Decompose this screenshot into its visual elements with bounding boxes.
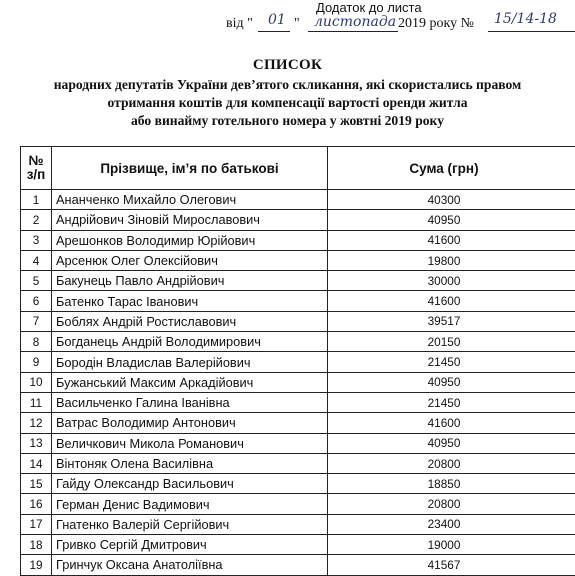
row-name: Арсенюк Олег Олексійович — [52, 250, 328, 270]
row-number: 1 — [21, 190, 52, 210]
row-number: 5 — [21, 271, 52, 291]
row-number: 17 — [21, 514, 52, 534]
table-header-row — [21, 147, 575, 190]
date-quote-close: " — [294, 16, 300, 32]
row-number: 3 — [21, 230, 52, 250]
subtitle-line: народних депутатів України дев’ятого скликання, які скористались правом — [0, 76, 575, 94]
row-name: Гайду Олександр Васильович — [52, 474, 328, 494]
row-sum: 23400 — [328, 514, 575, 534]
row-name: Вінтоняк Олена Василівна — [52, 453, 328, 473]
table-row — [21, 311, 575, 331]
table-row — [21, 352, 575, 372]
subtitle-line: або винайму готельного номера у жовтні 2019 року — [0, 112, 575, 130]
row-name: Величкович Микола Романович — [52, 433, 328, 453]
table-row — [21, 535, 575, 555]
row-sum: 20800 — [328, 453, 575, 473]
table-row — [21, 514, 575, 534]
table-row — [21, 494, 575, 514]
row-number: 16 — [21, 494, 52, 514]
row-number: 13 — [21, 433, 52, 453]
row-name: Бородін Владислав Валерійович — [52, 352, 328, 372]
row-name: Боблях Андрій Ростиславович — [52, 311, 328, 331]
row-number: 6 — [21, 291, 52, 311]
table-row — [21, 190, 575, 210]
row-sum: 40300 — [328, 190, 575, 210]
table-row — [21, 555, 575, 575]
row-name: Богданець Андрій Володимирович — [52, 332, 328, 352]
row-number: 14 — [21, 453, 52, 473]
row-name: Васильченко Галина Іванівна — [52, 392, 328, 412]
table-row — [21, 392, 575, 412]
number-underline — [488, 31, 575, 32]
reference-line — [226, 12, 575, 34]
row-name: Бакунець Павло Андрійович — [52, 271, 328, 291]
row-number: 19 — [21, 555, 52, 575]
document-subtitle — [0, 76, 575, 130]
header-sum: Сума (грн) — [328, 147, 575, 190]
row-sum: 41600 — [328, 291, 575, 311]
row-name: Гривко Сергій Дмитрович — [52, 535, 328, 555]
table-row — [21, 332, 575, 352]
row-sum: 40950 — [328, 433, 575, 453]
table-row — [21, 372, 575, 392]
header-name: Прізвище, ім’я по батькові — [52, 147, 328, 190]
header-number — [21, 147, 52, 190]
row-number: 11 — [21, 392, 52, 412]
row-sum: 41600 — [328, 413, 575, 433]
row-name: Бужанський Максим Аркадійович — [52, 372, 328, 392]
row-sum: 21450 — [328, 392, 575, 412]
month-handwritten: листопада — [314, 14, 396, 30]
date-prefix: від " — [226, 16, 253, 32]
table-row — [21, 474, 575, 494]
row-sum: 20150 — [328, 332, 575, 352]
row-name: Ананченко Михайло Олегович — [52, 190, 328, 210]
row-number: 10 — [21, 372, 52, 392]
row-number: 4 — [21, 250, 52, 270]
table-row — [21, 230, 575, 250]
row-sum: 30000 — [328, 271, 575, 291]
row-name: Арешонков Володимир Юрійович — [52, 230, 328, 250]
row-number: 18 — [21, 535, 52, 555]
table-row — [21, 210, 575, 230]
row-name: Гринчук Оксана Анатоліївна — [52, 555, 328, 575]
deputies-table — [20, 146, 575, 576]
year-label: 2019 року № — [398, 16, 474, 32]
table-row — [21, 453, 575, 473]
row-sum: 40950 — [328, 372, 575, 392]
header-number-line1: № — [21, 154, 51, 168]
row-sum: 40950 — [328, 210, 575, 230]
table-row — [21, 250, 575, 270]
row-sum: 19800 — [328, 250, 575, 270]
row-sum: 41600 — [328, 230, 575, 250]
header-number-line2: з/п — [21, 168, 51, 182]
row-sum: 21450 — [328, 352, 575, 372]
row-sum: 41567 — [328, 555, 575, 575]
month-underline — [308, 31, 398, 32]
letter-number-handwritten: 15/14-18 — [494, 11, 557, 27]
row-sum: 18850 — [328, 474, 575, 494]
row-number: 7 — [21, 311, 52, 331]
day-underline — [258, 31, 290, 32]
row-sum: 19000 — [328, 535, 575, 555]
row-name: Ватрас Володимир Антонович — [52, 413, 328, 433]
row-name: Гнатенко Валерій Сергійович — [52, 514, 328, 534]
table-row — [21, 433, 575, 453]
annex-label: Додаток до листа — [316, 0, 422, 15]
table-row — [21, 291, 575, 311]
document-title: СПИСОК — [0, 57, 575, 74]
row-number: 15 — [21, 474, 52, 494]
row-sum: 20800 — [328, 494, 575, 514]
table-row — [21, 271, 575, 291]
row-name: Батенко Тарас Іванович — [52, 291, 328, 311]
day-handwritten: 01 — [268, 12, 286, 28]
row-sum: 39517 — [328, 311, 575, 331]
row-number: 8 — [21, 332, 52, 352]
row-name: Герман Денис Вадимович — [52, 494, 328, 514]
subtitle-line: отримання коштів для компенсації вартості оренди житла — [0, 94, 575, 112]
row-name: Андрійович Зіновій Мирославович — [52, 210, 328, 230]
row-number: 2 — [21, 210, 52, 230]
table-row — [21, 413, 575, 433]
row-number: 9 — [21, 352, 52, 372]
row-number: 12 — [21, 413, 52, 433]
